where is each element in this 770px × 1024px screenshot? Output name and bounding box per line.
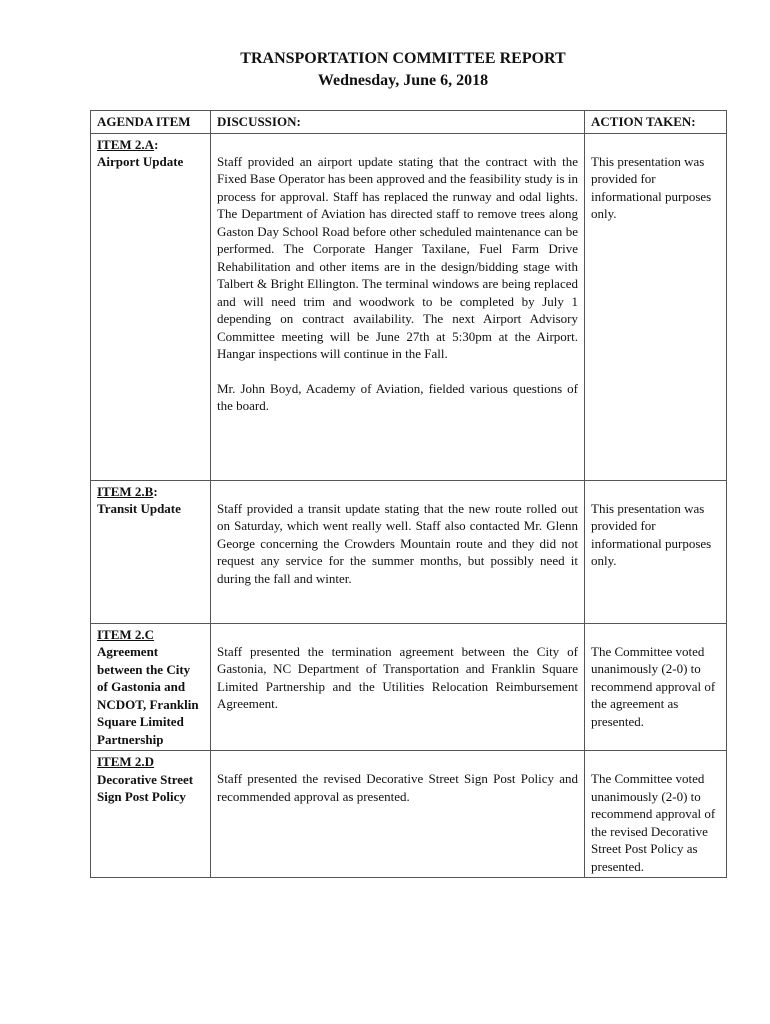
discussion-cell [211,480,585,623]
report-header [0,48,770,92]
agenda-item-cell [91,133,211,480]
action-cell [585,133,727,480]
table-row [91,751,727,878]
item-title: Agreement between the City of Gastonia and NCDOT, Franklin Square Limited Partnership [97,644,199,747]
report-title: TRANSPORTATION COMMITTEE REPORT [240,50,566,67]
discussion-cell [211,133,585,480]
table-row [91,623,727,751]
agenda-table [90,110,727,878]
action-cell [585,623,727,751]
agenda-item-cell [91,623,211,751]
action-text: The Committee voted unanimously (2-0) to recommend approval of the revised Decorative Street Post Policy as presented. [591,771,716,874]
action-cell [585,751,727,878]
table-row [91,480,727,623]
discussion-paragraph: Mr. John Boyd, Academy of Aviation, fielded various questions of the board. [217,380,578,413]
action-text: This presentation was provided for informational purposes only. [591,153,712,221]
header-discussion: DISCUSSION: [211,111,585,134]
header-action-taken: ACTION TAKEN: [585,111,727,134]
item-number: ITEM 2.A [97,136,155,152]
table-header-row [91,111,727,134]
item-title: Transit Update [97,501,181,516]
action-cell [585,480,727,623]
item-colon: : [153,483,158,499]
discussion-paragraph: Staff presented the termination agreement between the City of Gastonia, NC Department of Transportation and Franklin Square Limited Partnership and the Utilities Relocation Reimbursement Agreement. [217,643,578,711]
action-text: This presentation was provided for informational purposes only. [591,500,712,568]
discussion-cell [211,751,585,878]
item-colon: : [154,136,159,152]
discussion-paragraph: Staff provided a transit update stating that the new route rolled out on Saturday, which went really well. Staff also contacted Mr. Glenn George concerning the Crowders Mountain route and they did not request any service for the summer months, but possibly need it during the fall and winter. [217,500,578,586]
table-row [91,133,727,480]
item-title: Airport Update [97,154,184,169]
item-number: ITEM 2.D [97,754,155,769]
item-title: Decorative Street Sign Post Policy [97,771,194,804]
header-agenda-item: AGENDA ITEM [91,111,211,134]
item-number: ITEM 2.B [97,483,154,499]
report-date: Wednesday, June 6, 2018 [317,72,489,89]
agenda-item-cell [91,480,211,623]
discussion-paragraph: Staff presented the revised Decorative Street Sign Post Policy and recommended approval as presented. [217,771,578,804]
agenda-item-cell [91,751,211,878]
action-text: The Committee voted unanimously (2-0) to recommend approval of the agreement as presented. [591,643,716,729]
discussion-paragraph: Staff provided an airport update stating that the contract with the Fixed Base Operator has been approved and the feasibility study is in process for approval. Staff has replaced the runway and odal lights. The Department of Aviation has directed staff to remove trees along Gaston Day School Road before other scheduled maintenance can be performed. The Corporate Hanger Taxilane, Fuel Farm Drive Rehabilitation and other items are in the design/bidding stage with Talbert & Bright Ellington. The terminal windows are being replaced and will need trim and woodwork to be completed by July 1 depending on contract availability. The next Airport Advisory Committee meeting will be June 27th at 5:30pm at the Airport. Hangar inspections will continue in the Fall. [217,153,578,361]
discussion-cell [211,623,585,751]
item-number: ITEM 2.C [97,626,155,642]
